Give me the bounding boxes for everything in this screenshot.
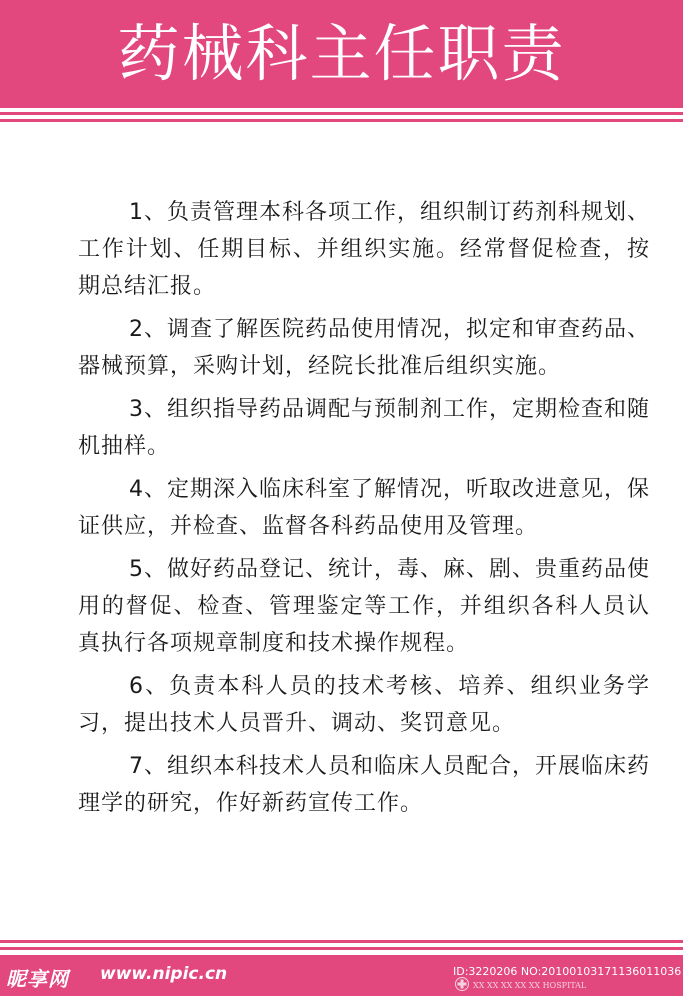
hospital-cross-icon	[455, 977, 469, 991]
duties-list	[78, 194, 650, 828]
page-title: 药械科主任职责	[117, 17, 566, 90]
watermark-logo: 昵享网	[6, 967, 69, 991]
top-stripe	[0, 112, 683, 115]
duty-item: 1、负责管理本科各项工作，组织制订药剂科规划、工作计划、任期目标、并组织实施。经常督促检查，按期总结汇报。	[78, 200, 650, 299]
duty-item: 3、组织指导药品调配与预制剂工作，定期检查和随机抽样。	[78, 397, 650, 459]
top-stripe	[0, 119, 683, 122]
duty-item: 7、组织本科技术人员和临床人员配合，开展临床药理学的研究，作好新药宣传工作。	[78, 754, 650, 816]
watermark-id: ID:3220206 NO:20100103171136011036	[453, 965, 682, 978]
duty-item: 6、负责本科人员的技术考核、培养、组织业务学习，提出技术人员晋升、调动、奖罚意见。	[78, 674, 650, 736]
duty-item: 5、做好药品登记、统计，毒、麻、剧、贵重药品使用的督促、检查、管理鉴定等工作，并组织各科人员认真执行各项规章制度和技术操作规程。	[78, 557, 650, 656]
watermark-id-box	[453, 963, 682, 991]
bottom-stripe	[0, 947, 683, 950]
duty-item: 4、定期深入临床科室了解情况，听取改进意见，保证供应，并检查、监督各科药品使用及管理。	[78, 477, 650, 539]
duty-item: 2、调查了解医院药品使用情况，拟定和审查药品、器械预算，采购计划，经院长批准后组织实施。	[78, 317, 650, 379]
watermark-hospital: XX XX XX XX XX HOSPITAL	[473, 981, 587, 990]
bottom-stripe	[0, 940, 683, 943]
watermark-site[interactable]: www.nipic.cn	[100, 964, 228, 984]
